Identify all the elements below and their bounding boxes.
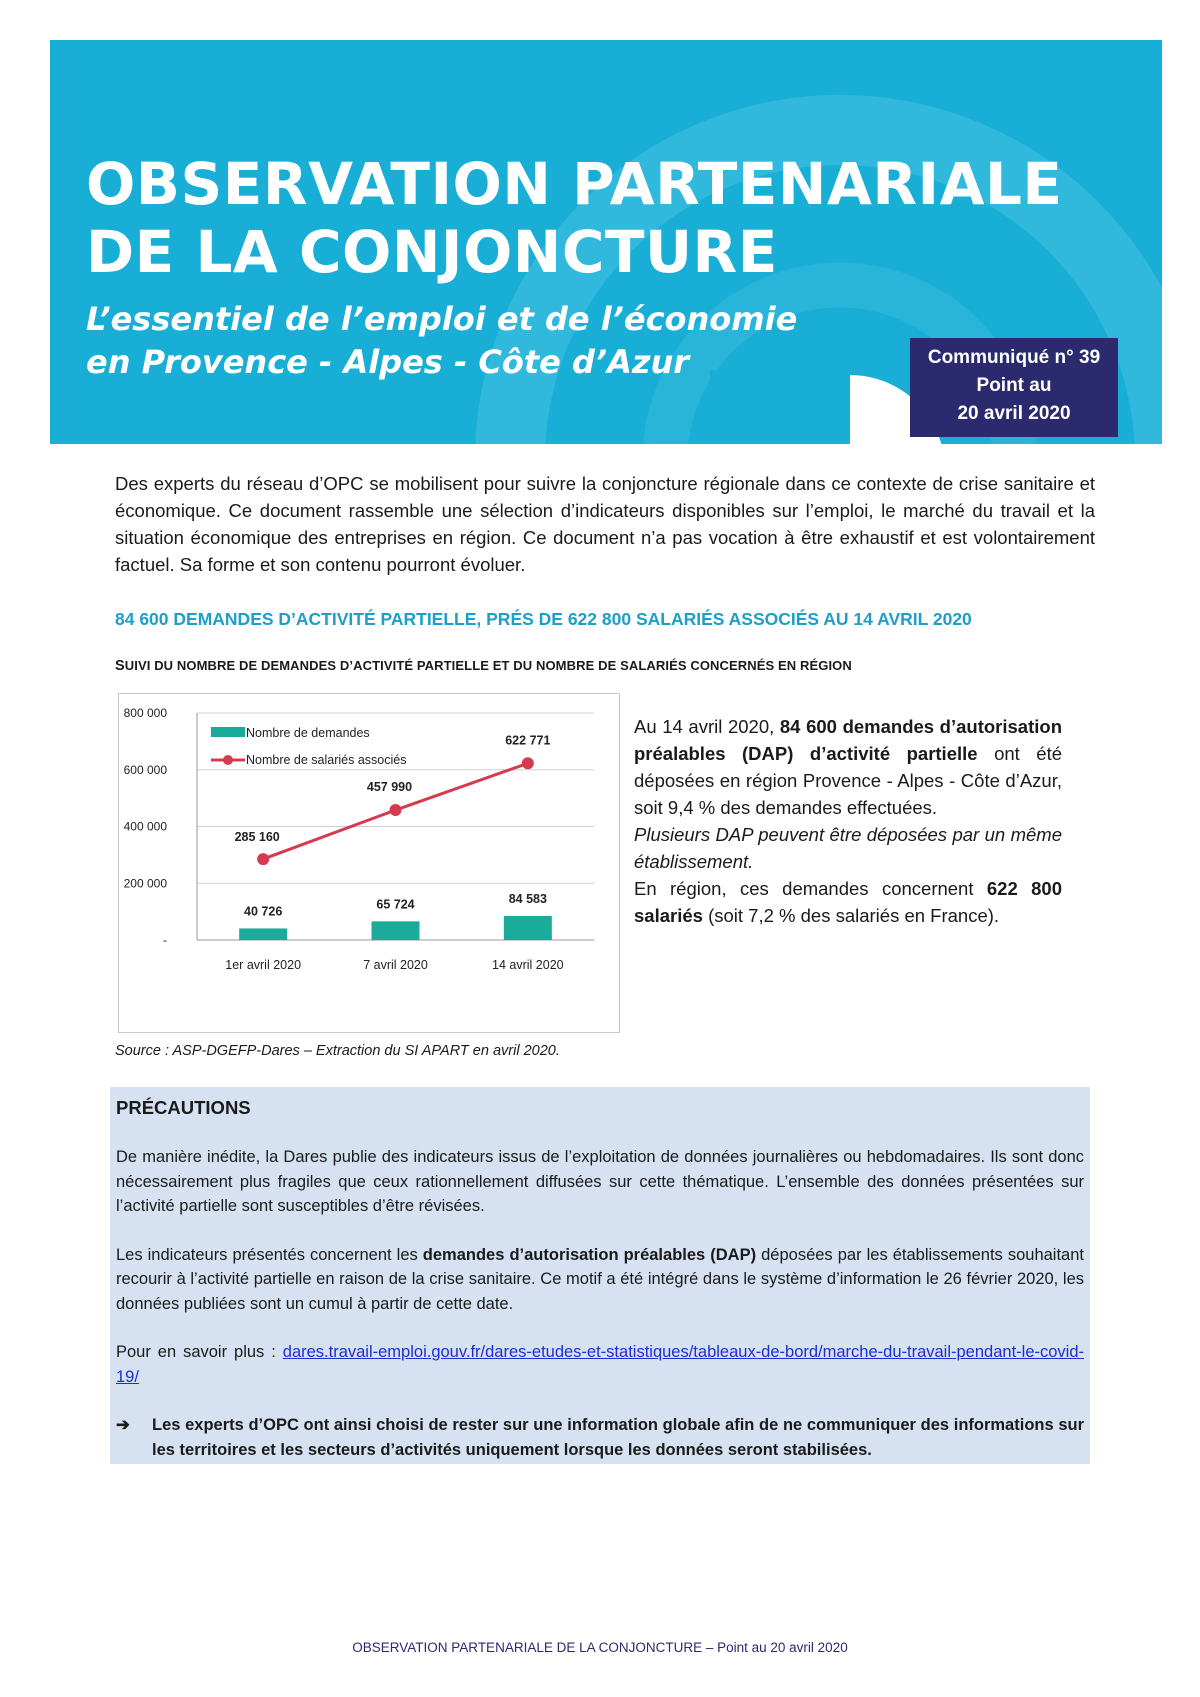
issue-badge: Communiqué n° 39 Point au 20 avril 2020 bbox=[910, 338, 1118, 437]
right-arrow-icon: ➔ bbox=[116, 1416, 130, 1434]
line-data-label: 285 160 bbox=[234, 830, 280, 845]
bar bbox=[372, 921, 420, 940]
page-footer: OBSERVATION PARTENARIALE DE LA CONJONCTURE – Point au 20 avril 2020 bbox=[352, 1640, 848, 1655]
legend-marker-line bbox=[223, 755, 233, 765]
document-subtitle: L’essentiel de l’emploi et de l’économie en Provence - Alpes - Côte d’Azur bbox=[86, 300, 798, 381]
legend-label-bars: Nombre de demandes bbox=[246, 726, 370, 740]
document-title: OBSERVATION PARTENARIALE DE LA CONJONCTURE bbox=[86, 150, 1063, 286]
y-tick-label: 400 000 bbox=[123, 819, 167, 834]
more-info-paragraph: Pour en savoir plus : dares.travail-emploi.gouv.fr/dares-etudes-et-statistiques/tableaux-de-bord/marche-du-travail-pendant-le-covid-19/ bbox=[116, 1343, 1084, 1386]
line-point bbox=[522, 757, 534, 769]
precautions-title: PRÉCAUTIONS bbox=[116, 1097, 251, 1118]
precautions-paragraph-1: De manière inédite, la Dares publie des indicateurs issus de l’exploitation de données journalières ou hebdomadaires. Ils sont donc nécessairement plus fragiles que ceux rationnellement diffusées sur cette thématique. L’ensemble des données présentées sur l’activité partielle sont susceptibles d’être révisées. bbox=[116, 1148, 1084, 1215]
chart-frame bbox=[118, 693, 620, 1033]
conclusion-bullet bbox=[116, 1413, 1084, 1462]
y-tick-label: 200 000 bbox=[123, 876, 167, 891]
chart-commentary bbox=[634, 713, 1062, 929]
header-banner bbox=[50, 40, 1162, 444]
y-tick-label: - bbox=[163, 933, 167, 947]
conclusion-text: Les experts d’OPC ont ainsi choisi de rester sur une information globale afin de ne communiquer des informations sur les territoires et les secteurs d’activités uniquement lorsque les données seront stabilisées. bbox=[152, 1416, 1084, 1459]
commentary-paragraph-1: Au 14 avril 2020, 84 600 demandes d’autorisation préalables (DAP) d’activité partielle ont été déposées en région Provence - Alpes - Côte d’Azur, soit 9,4 % des demandes effectuées. bbox=[634, 716, 1063, 818]
bar-data-label: 84 583 bbox=[508, 891, 547, 906]
intro-paragraph: Des experts du réseau d’OPC se mobilisent pour suivre la conjoncture régionale dans ce contexte de crise sanitaire et économique. Ce document rassemble une sélection d’indicateurs disponibles sur l’emploi, le marché du travail et la situation économique des entreprises en région. Ce document n’a pas vocation à être exhaustif et est volontairement factuel. Sa forme et son contenu pourront évoluer. bbox=[115, 473, 1095, 575]
bar bbox=[239, 928, 287, 940]
x-tick-label: 1er avril 2020 bbox=[225, 958, 302, 972]
commentary-paragraph-2: Plusieurs DAP peuvent être déposées par un même établissement. bbox=[634, 824, 1062, 872]
line-data-label: 622 771 bbox=[505, 733, 551, 748]
line-point bbox=[390, 804, 402, 816]
bar-line-chart bbox=[119, 694, 619, 1032]
chart-heading: SUIVI DU NOMBRE DE DEMANDES D’ACTIVITÉ PARTIELLE ET DU NOMBRE DE SALARIÉS CONCERNÉS EN RÉGION bbox=[115, 658, 852, 674]
x-tick-label: 7 avril 2020 bbox=[363, 958, 428, 972]
commentary-paragraph-3: En région, ces demandes concernent 622 800 salariés (soit 7,2 % des salariés en France). bbox=[634, 878, 1063, 926]
precautions-box bbox=[110, 1087, 1090, 1464]
dares-link[interactable]: dares.travail-emploi.gouv.fr/dares-etudes-et-statistiques/tableaux-de-bord/marche-du-travail-pendant-le-covid-19/ bbox=[116, 1343, 1084, 1386]
y-tick-label: 600 000 bbox=[123, 762, 167, 777]
section-heading: 84 600 DEMANDES D’ACTIVITÉ PARTIELLE, PRÉS DE 622 800 SALARIÉS ASSOCIÉS AU 14 AVRIL 2020 bbox=[115, 609, 972, 629]
legend-swatch-bars bbox=[211, 727, 245, 737]
bar-data-label: 65 724 bbox=[376, 897, 415, 912]
line-point bbox=[257, 853, 269, 865]
chart-source: Source : ASP-DGEFP-Dares – Extraction du SI APART en avril 2020. bbox=[115, 1043, 560, 1059]
bar bbox=[504, 916, 552, 940]
y-tick-label: 800 000 bbox=[123, 706, 167, 720]
precautions-paragraph-2: Les indicateurs présentés concernent les demandes d’autorisation préalables (DAP) déposées par les établissements souhaitant recourir à l’activité partielle en raison de la crise sanitaire. Ce motif a été intégré dans le système d’information le 26 février 2020, les données publiées sont un cumul à partir de cette date. bbox=[116, 1245, 1084, 1313]
x-tick-label: 14 avril 2020 bbox=[492, 958, 564, 972]
line-data-label: 457 990 bbox=[366, 780, 413, 795]
bar-data-label: 40 726 bbox=[244, 904, 283, 919]
legend-label-line: Nombre de salariés associés bbox=[246, 753, 407, 767]
